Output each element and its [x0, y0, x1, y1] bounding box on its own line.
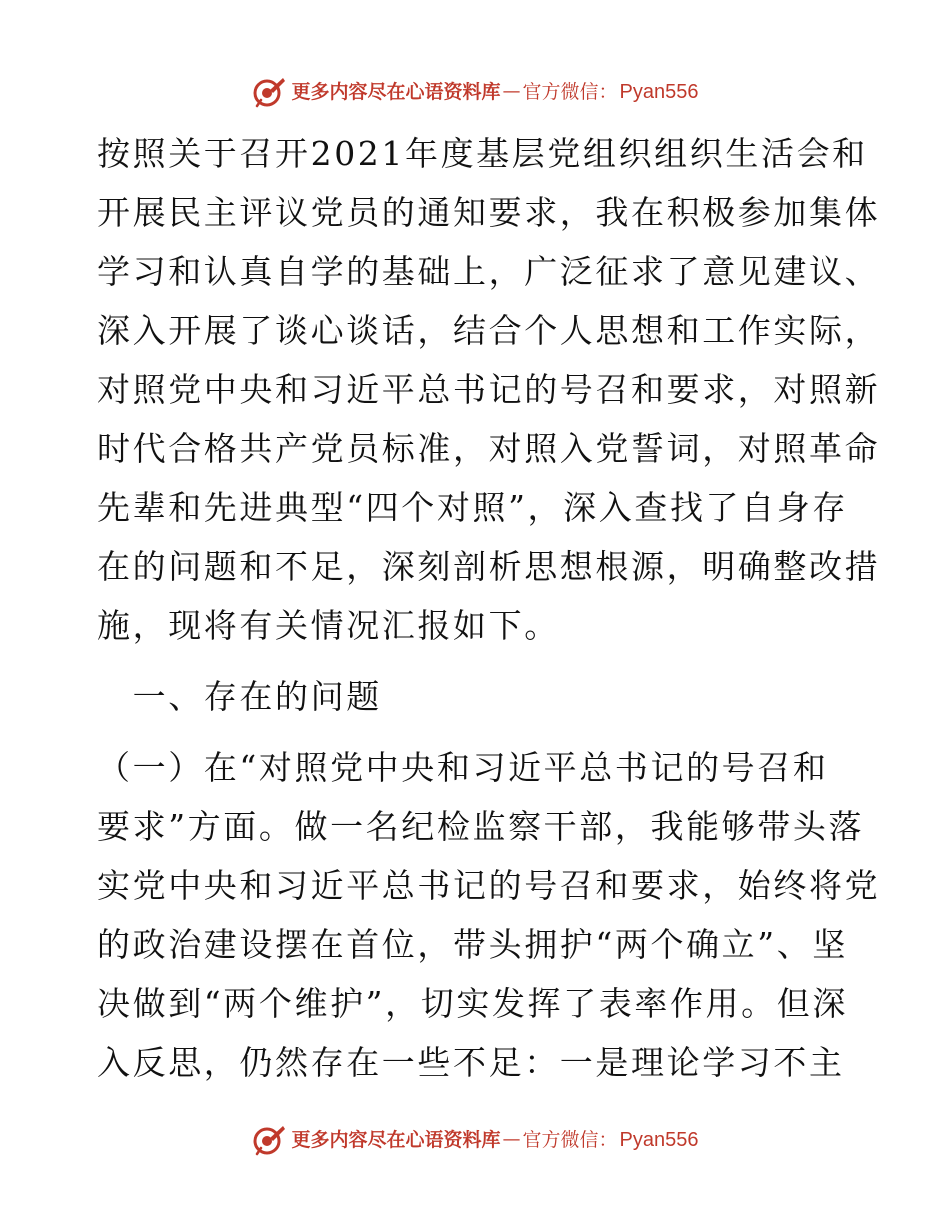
intro-paragraph: [97, 124, 881, 655]
text-line: 学习和认真自学的基础上，广泛征求了意见建议、: [97, 252, 881, 291]
paragraph-gap: [97, 726, 857, 738]
watermark-wechat-id: Pyan556: [619, 1129, 699, 1151]
text-line: 决做到“两个维护”，切实发挥了表率作用。但深: [97, 984, 848, 1023]
text-line: 深入开展了谈心谈话，结合个人思想和工作实际，: [97, 311, 881, 350]
watermark-text: [292, 82, 699, 102]
text-line: 入反思，仍然存在一些不足：一是理论学习不主: [97, 1043, 845, 1082]
paragraph-gap: [97, 655, 857, 667]
text-line: 先辈和先进典型“四个对照”，深入查找了自身存: [97, 488, 848, 527]
watermark-wechat-label: 官方微信：: [522, 1128, 618, 1151]
text-line: 的政治建设摆在首位，带头拥护“两个确立”、坚: [97, 925, 848, 964]
text-line: 施，现将有关情况汇报如下。: [97, 606, 560, 645]
watermark-banner-bottom: [0, 1120, 950, 1160]
watermark-wechat-label: 官方微信：: [522, 80, 618, 103]
watermark-banner-top: [0, 72, 950, 112]
watermark-main-text: 更多内容尽在心语资料库: [291, 1128, 501, 1151]
text-line: 按照关于召开2021年度基层党组织组织生活会和: [97, 134, 868, 173]
text-line: 时代合格共产党员标准，对照入党誓词，对照革命: [97, 429, 881, 468]
text-line: 对照党中央和习近平总书记的号召和要求，对照新: [97, 370, 881, 409]
watermark-text: [292, 1130, 699, 1150]
text-line: 要求”方面。做一名纪检监察干部，我能够带头落: [97, 807, 865, 846]
watermark-dash: —: [502, 81, 521, 102]
text-line: 实党中央和习近平总书记的号召和要求，始终将党: [97, 866, 881, 905]
document-body: [97, 124, 881, 1092]
watermark-wechat-id: Pyan556: [619, 81, 699, 103]
text-line: 开展民主评议党员的通知要求，我在积极参加集体: [97, 193, 881, 232]
text-line: 在的问题和不足，深刻剖析思想根源，明确整改措: [97, 547, 881, 586]
section-heading: 一、存在的问题: [97, 677, 382, 716]
watermark-dash: —: [502, 1129, 521, 1150]
subsection-paragraph: [97, 738, 881, 1092]
text-line: （一）在“对照党中央和习近平总书记的号召和: [97, 748, 829, 787]
brand-logo-icon: [252, 1123, 286, 1157]
watermark-main-text: 更多内容尽在心语资料库: [291, 80, 501, 103]
brand-logo-icon: [252, 75, 286, 109]
